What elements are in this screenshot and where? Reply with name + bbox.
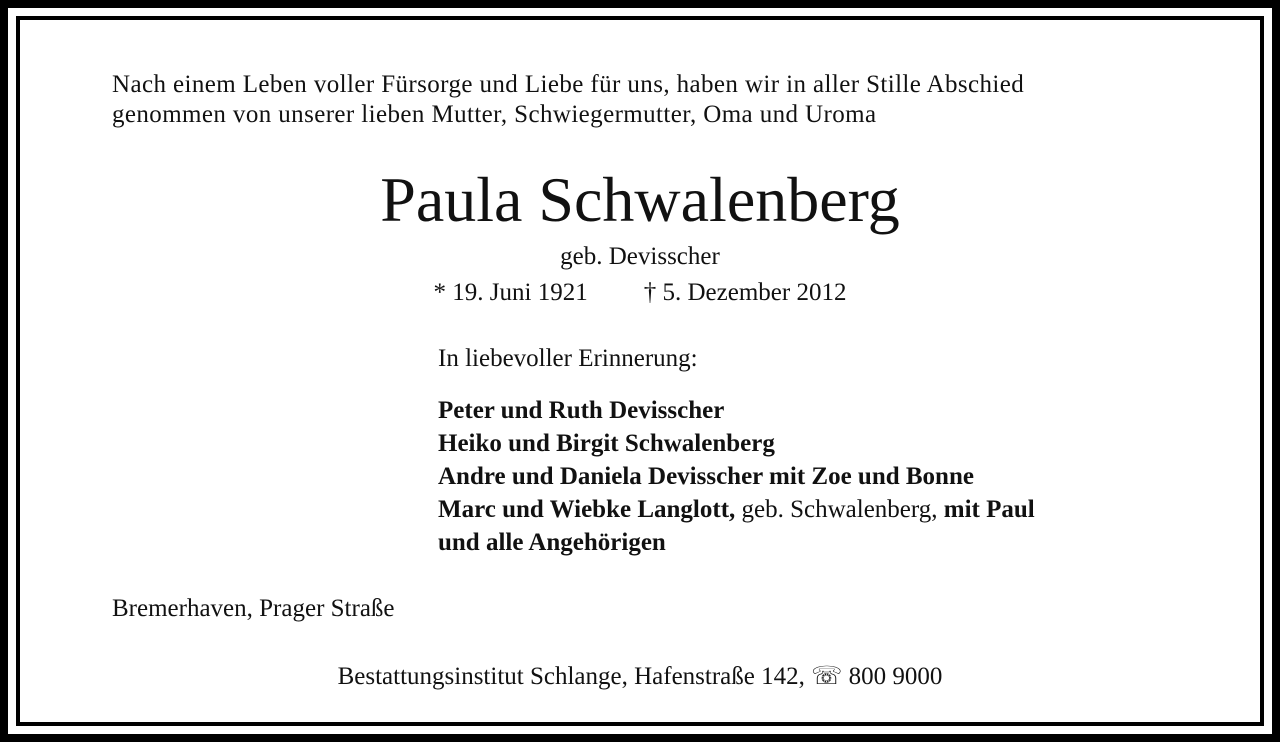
mourner-line: Andre und Daniela Devisscher mit Zoe und Bonne bbox=[438, 463, 974, 490]
undertaker-info: Bestattungsinstitut Schlange, Hafenstraße 142, ☏ 800 9000 bbox=[337, 663, 943, 690]
birth-name: geb. Devisscher bbox=[560, 243, 720, 270]
mourner-maiden-name: geb. Schwalenberg, bbox=[735, 496, 938, 523]
mourner-line: und alle Angehörigen bbox=[438, 529, 666, 556]
mourner-line bbox=[438, 493, 1035, 526]
notice-outer-frame bbox=[8, 8, 1272, 734]
mourner-line: Peter und Ruth Devisscher bbox=[438, 397, 725, 424]
place-address: Bremerhaven, Prager Straße bbox=[112, 595, 395, 622]
intro-text bbox=[112, 70, 1192, 130]
mourners-list bbox=[438, 394, 1035, 559]
death-date: † 5. Dezember 2012 bbox=[643, 279, 847, 306]
obituary-notice bbox=[16, 16, 1264, 726]
mourner-names: Marc und Wiebke Langlott, bbox=[438, 496, 736, 523]
mourner-line: Heiko und Birgit Schwalenberg bbox=[438, 430, 775, 457]
intro-line-1: Nach einem Leben voller Fürsorge und Liebe für uns, haben wir in aller Stille Abschied bbox=[112, 71, 1025, 98]
mourner-child: mit Paul bbox=[937, 496, 1035, 523]
intro-line-2: genommen von unserer lieben Mutter, Schwiegermutter, Oma und Uroma bbox=[112, 101, 877, 128]
memory-label: In liebevoller Erinnerung: bbox=[438, 345, 698, 372]
deceased-name: Paula Schwalenberg bbox=[380, 164, 900, 235]
birth-date: * 19. Juni 1921 bbox=[433, 279, 588, 306]
life-dates bbox=[20, 278, 1260, 308]
